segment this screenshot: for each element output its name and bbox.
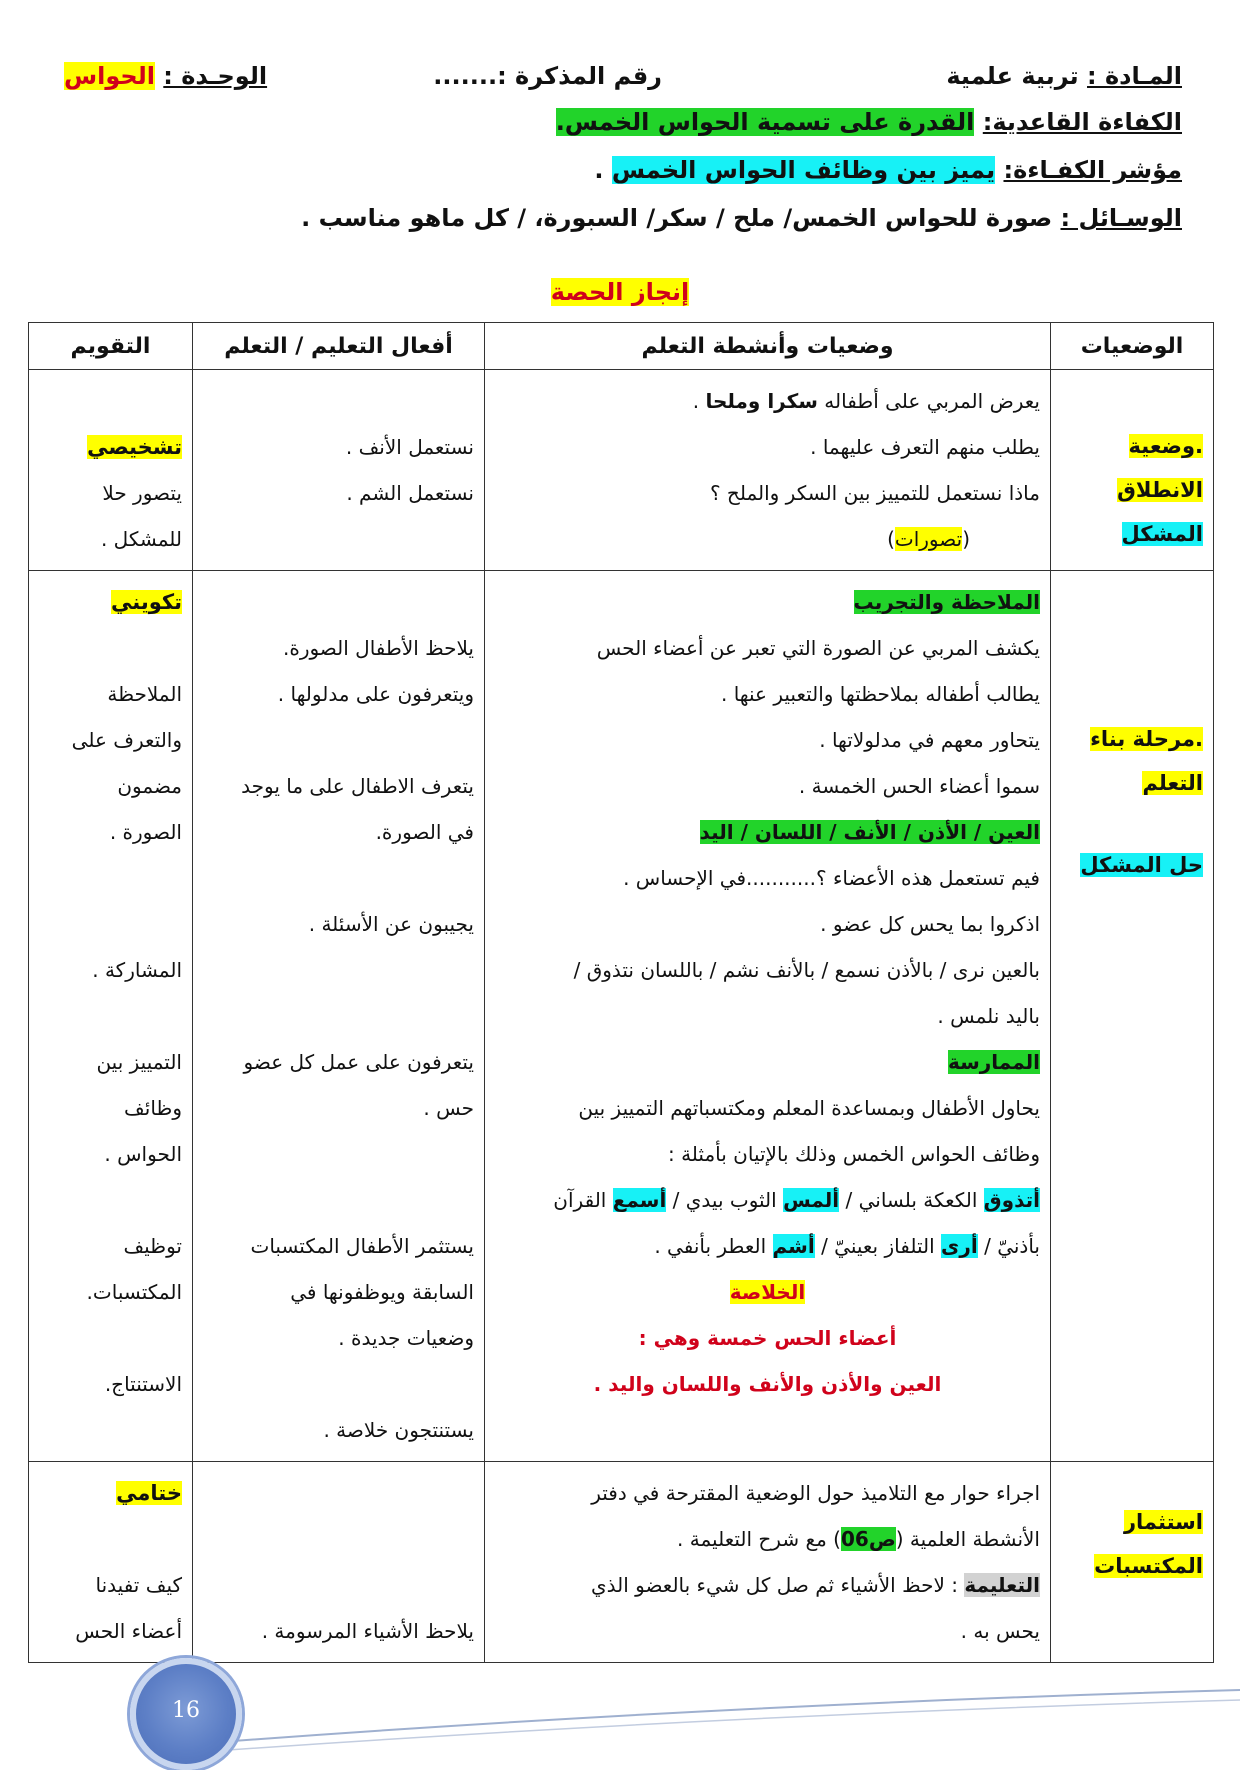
stage-label: .وضعية [1128, 434, 1203, 458]
activity-text: يعرض المربي على أطفاله [817, 389, 1040, 413]
example-text: الثوب بيدي / [666, 1188, 784, 1212]
action-line: يجيبون عن الأسئلة . [308, 912, 474, 936]
paren: ) [887, 527, 895, 551]
activity-line: سموا أعضاء الحس الخمسة . [798, 774, 1040, 798]
evaluation-line: كيف تفيدنا [95, 1573, 182, 1597]
activity-line: يحاول الأطفال وبمساعدة المعلم ومكتسباتهم التمييز بين [578, 1096, 1040, 1120]
practice-heading: الممارسة [947, 1050, 1040, 1074]
header-row-indicator [28, 156, 1182, 200]
evaluation-line: الصورة . [109, 820, 182, 844]
summary-heading: الخلاصة [729, 1280, 806, 1304]
col-header-activities: وضعيات وأنشطة التعلم [485, 323, 1051, 370]
stage-label: المكتسبات [1094, 1554, 1203, 1578]
activities-cell [485, 1462, 1051, 1663]
section-title-wrap [0, 278, 1240, 306]
action-line: يستثمر الأطفال المكتسبات [250, 1234, 474, 1258]
evaluation-line: أعضاء الحس [75, 1619, 182, 1643]
evaluation-cell [29, 370, 193, 571]
indicator-label: مؤشر الكفـاءة: [1003, 156, 1182, 184]
subject-value: تربية علمية [946, 62, 1079, 90]
evaluation-type: تشخيصي [87, 435, 182, 459]
stage-label: حل المشكل [1080, 853, 1203, 877]
activity-line: باليد نلمس . [937, 1004, 1040, 1028]
activity-bold: سكرا وملحا [705, 389, 818, 413]
indicator-value: يميز بين وظائف الحواس الخمس [611, 156, 996, 184]
action-line: يستنتجون خلاصة . [323, 1418, 474, 1442]
activity-line: اذكروا بما يحس كل عضو . [820, 912, 1040, 936]
action-line: حس . [423, 1096, 474, 1120]
indicator-end: . [594, 156, 604, 184]
activity-text: ) مع شرح التعليمة . [677, 1527, 841, 1551]
stage-label: المشكل [1121, 522, 1203, 546]
activity-line: فيم تستعمل هذه الأعضاء ؟...........في الإحساس . [623, 866, 1040, 890]
evaluation-type: تكويني [111, 590, 182, 614]
unit-label: الوحـدة : [163, 62, 268, 90]
means-label: الوسـائل : [1060, 204, 1182, 232]
evaluation-line: توظيف [123, 1234, 182, 1258]
table-header-row [29, 323, 1214, 370]
evaluation-line: المكتسبات. [86, 1280, 182, 1304]
activity-line: اجراء حوار مع التلاميذ حول الوضعية المقترحة في دفتر [591, 1481, 1040, 1505]
col-header-stages: الوضعيات [1051, 323, 1214, 370]
actions-cell [193, 370, 485, 571]
table-row [29, 571, 1214, 1462]
unit-value: الحواس [64, 62, 155, 90]
memo-number: رقم المذكرة :....... [433, 62, 662, 90]
activity-text: . [692, 389, 706, 413]
header-row-means [28, 204, 1182, 248]
conceptions-label: تصورات [894, 527, 963, 551]
header-row-competency [28, 108, 1182, 152]
stage-label: التعلم [1142, 771, 1203, 795]
means-value: صورة للحواس الخمس/ ملح / سكر/ السبورة، / كل ماهو مناسب . [301, 204, 1053, 232]
subject-label: المـادة : [1087, 62, 1182, 90]
example-text: العطر بأنفي . [654, 1234, 773, 1258]
subject-field [946, 62, 1182, 90]
action-line: يتعرفون على عمل كل عضو [243, 1050, 474, 1074]
verb-highlight: ألمس [783, 1188, 840, 1212]
action-line: يلاحظ الأطفال الصورة. [282, 636, 474, 660]
action-line: نستعمل الأنف . [345, 435, 474, 459]
table-row [29, 370, 1214, 571]
example-text: الكعكة بلساني / [839, 1188, 984, 1212]
example-text: القرآن [553, 1188, 613, 1212]
activity-line: يتحاور معهم في مدلولاتها . [819, 728, 1040, 752]
action-line: ويتعرفون على مدلولها . [277, 682, 474, 706]
evaluation-cell [29, 1462, 193, 1663]
sense-organs-list: العين / الأذن / الأنف / اللسان / اليد [699, 820, 1040, 844]
evaluation-line: يتصور حلا [102, 481, 182, 505]
actions-cell [193, 571, 485, 1462]
observation-heading: الملاحظة والتجريب [853, 590, 1040, 614]
activity-line: يكشف المربي عن الصورة التي تعبر عن أعضاء الحس [596, 636, 1040, 660]
action-line: السابقة ويوظفونها في [290, 1280, 474, 1304]
page-reference: ص06 [840, 1527, 896, 1551]
verb-highlight: أرى [941, 1234, 978, 1258]
stage-label: استثمار [1123, 1510, 1203, 1534]
action-line: في الصورة. [375, 820, 474, 844]
action-line: يلاحظ الأشياء المرسومة . [261, 1619, 474, 1643]
col-header-actions: أفعال التعليم / التعلم [193, 323, 485, 370]
evaluation-line: مضمون [117, 774, 182, 798]
action-line: يتعرف الاطفال على ما يوجد [241, 774, 474, 798]
activity-text: : لاحظ الأشياء ثم صل كل شيء بالعضو الذي [590, 1573, 965, 1597]
evaluation-line: الملاحظة [107, 682, 182, 706]
example-text: بأذنيّ / [977, 1234, 1040, 1258]
stage-label: الانطلاق [1117, 478, 1203, 502]
summary-line: العين والأذن والأنف واللسان واليد . [593, 1372, 942, 1396]
unit-field [64, 62, 267, 90]
activity-line: بالعين نرى / بالأذن نسمع / بالأنف نشم / باللسان نتذوق / [573, 958, 1040, 982]
stage-cell [1051, 571, 1214, 1462]
activities-cell [485, 370, 1051, 571]
action-line: نستعمل الشم . [346, 481, 474, 505]
evaluation-type: ختامي [116, 1481, 182, 1505]
activity-line: يطلب منهم التعرف عليهما . [810, 435, 1040, 459]
instruction-label: التعليمة [964, 1573, 1040, 1597]
stage-cell [1051, 1462, 1214, 1663]
evaluation-line: الاستنتاج. [104, 1372, 182, 1396]
activity-line: يحس به . [960, 1619, 1040, 1643]
action-line: وضعيات جديدة . [338, 1326, 474, 1350]
competency-value: القدرة على تسمية الحواس الخمس. [555, 108, 975, 136]
page-number: 16 [172, 1698, 200, 1723]
stage-cell [1051, 370, 1214, 571]
header-row-subject [28, 62, 1182, 106]
evaluation-cell [29, 571, 193, 1462]
col-header-evaluation: التقويم [29, 323, 193, 370]
evaluation-line: المشاركة . [92, 958, 182, 982]
evaluation-line: الحواس . [104, 1142, 182, 1166]
stage-label: .مرحلة بناء [1090, 727, 1203, 751]
lesson-table [28, 322, 1214, 1663]
activity-line: ماذا نستعمل للتمييز بين السكر والملح ؟ [709, 481, 1040, 505]
verb-highlight: أشم [772, 1234, 815, 1258]
paren: ( [962, 527, 970, 551]
example-text: التلفاز بعينيّ / [814, 1234, 942, 1258]
section-title: إنجاز الحصة [550, 278, 690, 306]
activity-line: وظائف الحواس الخمس وذلك بالإتيان بأمثلة : [667, 1142, 1040, 1166]
activities-cell [485, 571, 1051, 1462]
evaluation-line: وظائف [124, 1096, 182, 1120]
actions-cell [193, 1462, 485, 1663]
evaluation-line: للمشكل . [100, 527, 182, 551]
summary-line: أعضاء الحس خمسة وهي : [638, 1326, 897, 1350]
evaluation-line: التمييز بين [96, 1050, 182, 1074]
table-row [29, 1462, 1214, 1663]
verb-highlight: أسمع [612, 1188, 667, 1212]
activity-text: الأنشطة العلمية ( [895, 1527, 1040, 1551]
competency-label: الكفاءة القاعدية: [982, 108, 1182, 136]
verb-highlight: أتذوق [983, 1188, 1040, 1212]
activity-line: يطالب أطفاله بملاحظتها والتعبير عنها . [720, 682, 1040, 706]
evaluation-line: والتعرف على [71, 728, 182, 752]
page-number-badge [130, 1658, 242, 1770]
